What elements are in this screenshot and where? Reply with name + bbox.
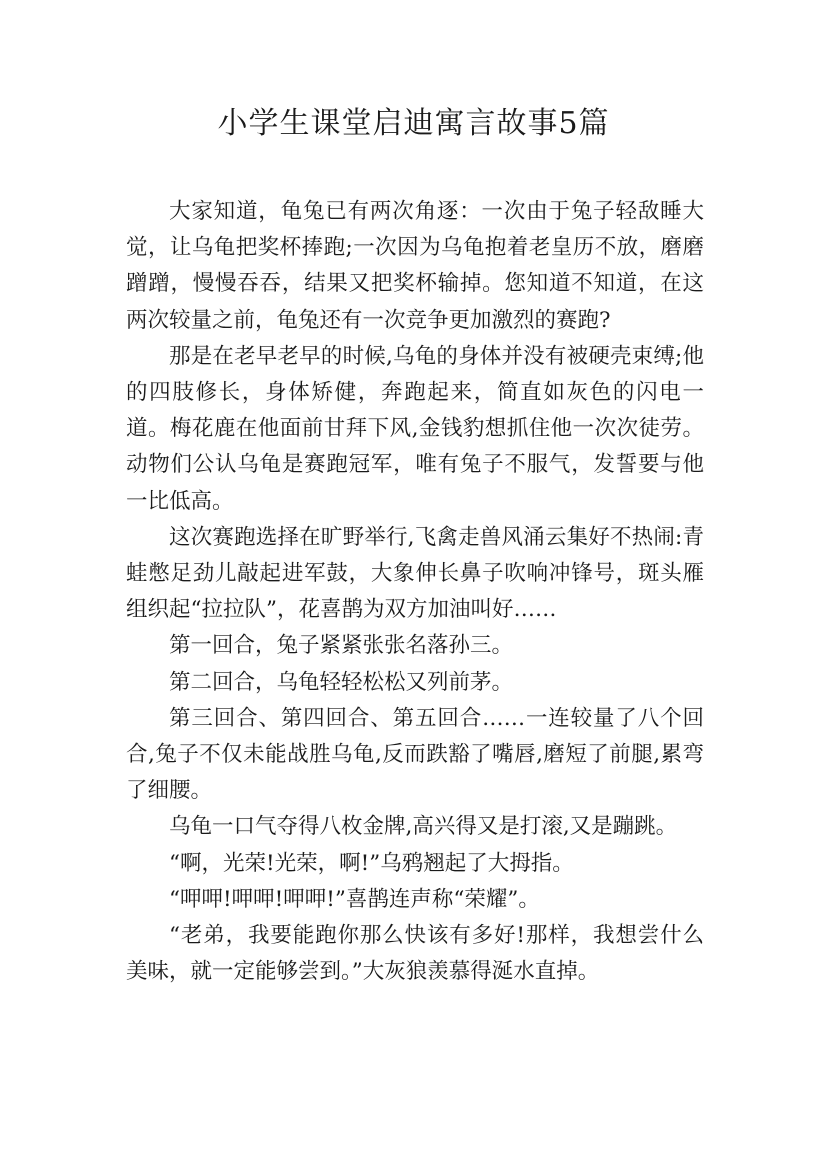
paragraph: 第二回合，乌龟轻轻松松又列前茅。 — [169, 669, 514, 695]
paragraph: 这次赛跑选择在旷野举行,飞禽走兽风涌云集好不热闹:青蛙憋足劲儿敲起进军鼓，大象伸长鼻子吹响冲锋号，斑头雁组织起“拉拉队”，花喜鹊为双方加油叫好…… — [126, 524, 704, 623]
paragraph: “老弟，我要能跑你那么快该有多好!那样，我想尝什么美味，就一定能够尝到。”大灰狼羡慕得涎水直掉。 — [126, 923, 704, 985]
paragraph: 大家知道，龟兔已有两次角逐：一次由于兔子轻敌睡大觉，让乌龟把奖杯捧跑;一次因为乌龟抱着老皇历不放，磨磨蹭蹭，慢慢吞吞，结果又把奖杯输掉。您知道不知道，在这两次较量之前，龟兔还有一次竞争更加激烈的赛跑? — [126, 199, 704, 333]
document-body — [126, 194, 704, 990]
paragraph: 那是在老早老早的时候,乌龟的身体并没有被硬壳束缚;他的四肢修长，身体矫健，奔跑起来，简直如灰色的闪电一道。梅花鹿在他面前甘拜下风,金钱豹想抓住他一次次徒劳。动物们公认乌龟是赛跑冠军，唯有兔子不服气，发誓要与他一比低高。 — [126, 343, 704, 514]
paragraph: 第一回合，兔子紧紧张张名落孙三。 — [169, 633, 514, 659]
paragraph: 第三回合、第四回合、第五回合……一连较量了八个回合,兔子不仅未能战胜乌龟,反而跌豁了嘴唇,磨短了前腿,累弯了细腰。 — [126, 705, 704, 804]
paragraph: “啊，光荣!光荣，啊!”乌鸦翘起了大拇指。 — [169, 850, 574, 876]
document-title: 小学生课堂启迪寓言故事5篇 — [217, 106, 610, 141]
paragraph: 乌龟一口气夺得八枚金牌,高兴得又是打滚,又是蹦跳。 — [169, 814, 678, 840]
paragraph: “呷呷!呷呷!呷呷!”喜鹊连声称“荣耀”。 — [169, 886, 540, 912]
